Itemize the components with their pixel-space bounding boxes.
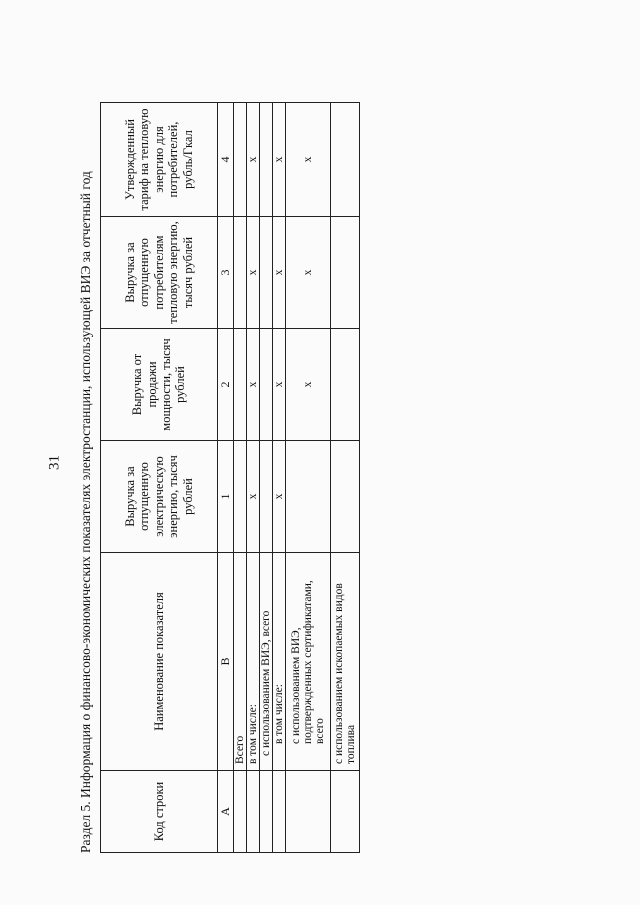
cell-value bbox=[331, 103, 360, 217]
cell-value bbox=[234, 329, 247, 441]
column-code: 4 bbox=[218, 103, 234, 217]
cell-value bbox=[260, 441, 273, 553]
cell-value: x bbox=[247, 329, 260, 441]
cell-value: x bbox=[286, 103, 331, 217]
row-name: в том числе: bbox=[273, 553, 286, 771]
row-code bbox=[273, 771, 286, 853]
column-code: 2 bbox=[218, 329, 234, 441]
table-row bbox=[247, 103, 260, 853]
row-code bbox=[234, 771, 247, 853]
header-code: Код строки bbox=[101, 771, 218, 853]
financial-indicators-table bbox=[100, 102, 360, 853]
cell-value: x bbox=[247, 103, 260, 217]
cell-value bbox=[286, 441, 331, 553]
page-number: 31 bbox=[46, 455, 63, 470]
table-row bbox=[234, 103, 247, 853]
row-code bbox=[331, 771, 360, 853]
row-code bbox=[286, 771, 331, 853]
column-code: А bbox=[218, 771, 234, 853]
header-heat-revenue: Выручка за отпущенную потребителям тепловую энергию, тысяч рублей bbox=[101, 217, 218, 329]
row-code bbox=[260, 771, 273, 853]
table-row bbox=[286, 103, 331, 853]
cell-value: x bbox=[273, 217, 286, 329]
section-title: Раздел 5. Информация о финансово-экономических показателях электростанции, использующей ВИЭ за отчетный год bbox=[78, 171, 93, 853]
table-header-row bbox=[101, 103, 218, 853]
row-name: с использованием ископаемых видов топлива bbox=[331, 553, 360, 771]
cell-value: x bbox=[273, 441, 286, 553]
column-code: 1 bbox=[218, 441, 234, 553]
cell-value bbox=[331, 329, 360, 441]
row-name: Всего bbox=[234, 553, 247, 771]
cell-value bbox=[260, 217, 273, 329]
row-name: в том числе: bbox=[247, 553, 260, 771]
cell-value bbox=[260, 103, 273, 217]
column-code-row bbox=[218, 103, 234, 853]
row-name: с использованием ВИЭ, подтвержденных сертификатами, всего bbox=[286, 553, 331, 771]
column-code: В bbox=[218, 553, 234, 771]
cell-value bbox=[234, 103, 247, 217]
cell-value: x bbox=[247, 441, 260, 553]
cell-value bbox=[331, 217, 360, 329]
rotated-content bbox=[78, 53, 368, 853]
table-row bbox=[273, 103, 286, 853]
header-electric-revenue: Выручка за отпущенную электрическую энергию, тысяч рублей bbox=[101, 441, 218, 553]
header-heat-tariff: Утвержденный тариф на тепловую энергию для потребителей, рубль/Гкал bbox=[101, 103, 218, 217]
cell-value: x bbox=[286, 329, 331, 441]
cell-value: x bbox=[247, 217, 260, 329]
column-code: 3 bbox=[218, 217, 234, 329]
header-capacity-revenue: Выручка от продажи мощности, тысяч рублей bbox=[101, 329, 218, 441]
table-row bbox=[260, 103, 273, 853]
row-code bbox=[247, 771, 260, 853]
cell-value: x bbox=[273, 103, 286, 217]
cell-value bbox=[331, 441, 360, 553]
cell-value: x bbox=[286, 217, 331, 329]
cell-value bbox=[234, 441, 247, 553]
table-row bbox=[331, 103, 360, 853]
cell-value: x bbox=[273, 329, 286, 441]
header-name: Наименование показателя bbox=[101, 553, 218, 771]
cell-value bbox=[260, 329, 273, 441]
row-name: с использованием ВИЭ, всего bbox=[260, 553, 273, 771]
cell-value bbox=[234, 217, 247, 329]
